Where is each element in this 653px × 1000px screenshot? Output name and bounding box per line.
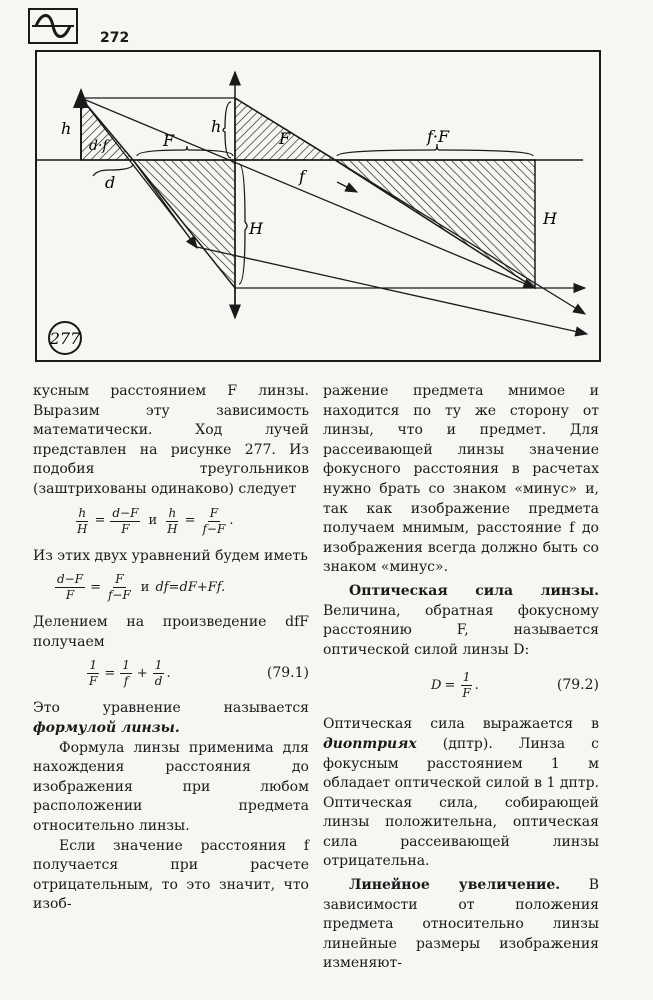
label-d: d xyxy=(105,173,116,192)
right-p3: Оптическая сила выражается в диоптриях (дптр). Линза с фокусным расстоянием 1 м обладает оптической силой в 1 дптр. Оптическая сила, собирающей линзы положительна, оптическая сила рассеивающей линзы отрицательна. xyxy=(323,716,599,870)
label-F-right: F xyxy=(279,129,291,148)
triangle-image-lens xyxy=(133,160,235,288)
left-p1: кусным расстоянием F линзы. Выразим эту зависимость математически. Ход лучей представлен на рисунке 277. Из подобия треугольников (заштрихованы одинаково) следует xyxy=(33,383,309,497)
left-p3: Делением на произведение dfF получаем xyxy=(33,614,309,650)
figure-277 xyxy=(35,50,601,362)
label-fF: f·F xyxy=(427,127,450,146)
left-column xyxy=(33,382,309,915)
formula-79-2: D = $\frac{1}{F}$ . (79.2) xyxy=(431,670,599,701)
right-p1: ражение предмета мнимое и находится по ту же сторону от линзы, что и предмет. Для рассеивающей линзы значение фокусного расстояния в расчетах нужно брать со знаком «минус» и, так как изображение предмета получаем мнимым, расстояние f до изображения всегда должно быть со знаком «минус». xyxy=(323,383,599,576)
formula-79-1: $\frac{1}{F}$ = $\frac{1}{f}$ + $\frac{1}{d}$ . (79.1) xyxy=(89,658,309,689)
section-logo-icon xyxy=(28,8,78,44)
left-p4: Это уравнение называется формулой линзы. xyxy=(33,700,309,736)
equation-number-79-2: (79.2) xyxy=(556,677,599,694)
formula-2: $\frac{d-F}{F}$ = $\frac{F}{f-F}$ и df=dF+Ff. xyxy=(57,572,226,603)
right-p4: Линейное увеличение. В зависимости от положения предмета относительно линзы линейные размеры изображения изменяют- xyxy=(323,877,599,972)
left-p2: Из этих двух уравнений будем иметь xyxy=(33,547,308,564)
page-number: 272 xyxy=(100,30,130,46)
heading-optical-power: Оптическая сила линзы. xyxy=(349,582,599,599)
right-column xyxy=(323,382,599,974)
label-df: d·f xyxy=(89,138,108,154)
label-H-lens: H xyxy=(249,219,263,238)
label-f: f xyxy=(299,167,305,186)
equation-number-79-1: (79.1) xyxy=(266,665,309,682)
left-p5: Формула линзы применима для нахождения расстояния до изображения при любом расположении предмета относительно линзы. xyxy=(33,739,309,834)
label-h-left: h xyxy=(61,119,72,138)
triangle-image-right xyxy=(335,160,535,288)
label-F-left: F xyxy=(163,131,175,150)
right-p2: Оптическая сила линзы. Величина, обратная фокусному расстоянию F, называется оптической силой линзы D: xyxy=(323,582,599,658)
label-H-right: H xyxy=(543,209,557,228)
left-p6: Если значение расстояния f получается при расчете отрицательным, то это значит, что изоб- xyxy=(33,837,309,913)
heading-linear-magnification: Линейное увеличение. xyxy=(349,877,561,894)
label-h-lens: h xyxy=(211,117,222,136)
formula-1: $\frac{h}{H}$ = $\frac{d-F}{F}$ и $\frac{h}{H}$ = $\frac{F}{f-F}$ . xyxy=(77,505,234,536)
figure-number: 277 xyxy=(49,329,81,348)
ray-diagram xyxy=(37,52,599,360)
